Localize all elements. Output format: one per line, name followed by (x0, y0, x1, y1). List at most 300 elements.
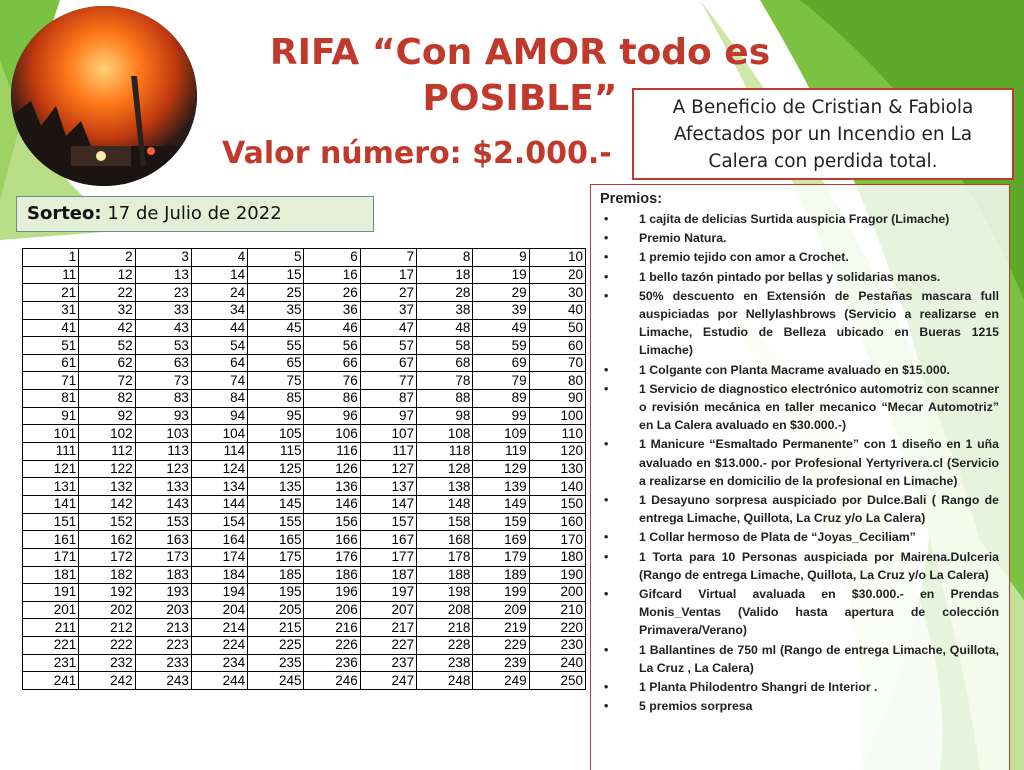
number-cell[interactable]: 127 (360, 460, 416, 478)
number-cell[interactable]: 115 (248, 443, 304, 461)
number-cell[interactable]: 193 (135, 584, 191, 602)
bullet-icon: • (604, 699, 609, 714)
number-cell[interactable]: 155 (248, 513, 304, 531)
number-cell[interactable]: 250 (529, 672, 585, 690)
draw-label: Sorteo: (27, 203, 102, 224)
number-cell[interactable]: 108 (417, 425, 473, 443)
bullet-icon: • (604, 549, 609, 564)
number-cell[interactable]: 114 (191, 443, 247, 461)
number-cell[interactable]: 107 (360, 425, 416, 443)
grid-row (23, 495, 586, 513)
number-cell[interactable]: 230 (529, 637, 585, 655)
prizes-heading: Premios: (600, 191, 663, 207)
number-cell[interactable]: 105 (248, 425, 304, 443)
number-cell[interactable]: 151 (23, 513, 79, 531)
number-cell[interactable]: 36 (304, 301, 360, 319)
number-cell[interactable]: 226 (304, 637, 360, 655)
number-cell[interactable]: 50 (529, 319, 585, 337)
number-cell[interactable]: 95 (248, 407, 304, 425)
number-cell[interactable]: 93 (135, 407, 191, 425)
prize-text: 1 bello tazón pintado por bellas y solidarias manos. (639, 269, 941, 284)
bullet-icon: • (604, 231, 609, 246)
number-cell[interactable]: 166 (304, 531, 360, 549)
number-cell[interactable]: 182 (79, 566, 135, 584)
number-cell[interactable]: 77 (360, 372, 416, 390)
number-cell[interactable]: 142 (79, 495, 135, 513)
number-cell[interactable]: 143 (135, 495, 191, 513)
number-cell[interactable]: 38 (417, 301, 473, 319)
draw-date: 17 de Julio de 2022 (107, 203, 282, 224)
number-cell[interactable]: 233 (135, 654, 191, 672)
number-cell[interactable]: 25 (248, 284, 304, 302)
bullet-icon: • (604, 680, 609, 695)
number-cell[interactable]: 199 (473, 584, 529, 602)
number-cell[interactable]: 190 (529, 566, 585, 584)
number-cell[interactable]: 90 (529, 390, 585, 408)
number-cell[interactable]: 179 (473, 548, 529, 566)
number-cell[interactable]: 235 (248, 654, 304, 672)
number-cell[interactable]: 164 (191, 531, 247, 549)
number-cell[interactable]: 185 (248, 566, 304, 584)
number-cell[interactable]: 11 (23, 266, 79, 284)
number-cell[interactable]: 141 (23, 495, 79, 513)
number-cell[interactable]: 88 (417, 390, 473, 408)
number-cell[interactable]: 243 (135, 672, 191, 690)
number-cell[interactable]: 122 (79, 460, 135, 478)
number-cell[interactable]: 224 (191, 637, 247, 655)
number-cell[interactable]: 54 (191, 337, 247, 355)
number-cell[interactable]: 188 (417, 566, 473, 584)
number-cell[interactable]: 189 (473, 566, 529, 584)
number-cell[interactable]: 201 (23, 601, 79, 619)
number-cell[interactable]: 161 (23, 531, 79, 549)
number-cell[interactable]: 167 (360, 531, 416, 549)
number-cell[interactable]: 227 (360, 637, 416, 655)
number-cell[interactable]: 220 (529, 619, 585, 637)
number-cell[interactable]: 63 (135, 354, 191, 372)
prize-item (600, 678, 999, 696)
number-cell[interactable]: 133 (135, 478, 191, 496)
number-cell[interactable]: 85 (248, 390, 304, 408)
number-cell[interactable]: 28 (417, 284, 473, 302)
number-cell[interactable]: 223 (135, 637, 191, 655)
number-cell[interactable]: 160 (529, 513, 585, 531)
number-cell[interactable]: 205 (248, 601, 304, 619)
number-cell[interactable]: 100 (529, 407, 585, 425)
number-cell[interactable]: 97 (360, 407, 416, 425)
number-cell[interactable]: 238 (417, 654, 473, 672)
number-cell[interactable]: 165 (248, 531, 304, 549)
number-cell[interactable]: 98 (417, 407, 473, 425)
number-cell[interactable]: 40 (529, 301, 585, 319)
number-cell[interactable]: 195 (248, 584, 304, 602)
number-cell[interactable]: 211 (23, 619, 79, 637)
number-cell[interactable]: 213 (135, 619, 191, 637)
grid-row (23, 566, 586, 584)
number-cell[interactable]: 42 (79, 319, 135, 337)
number-cell[interactable]: 172 (79, 548, 135, 566)
prize-item (600, 210, 999, 228)
number-cell[interactable]: 73 (135, 372, 191, 390)
number-cell[interactable]: 21 (23, 284, 79, 302)
grid-row (23, 443, 586, 461)
number-cell[interactable]: 229 (473, 637, 529, 655)
number-cell[interactable]: 70 (529, 354, 585, 372)
number-cell[interactable]: 132 (79, 478, 135, 496)
number-cell[interactable]: 41 (23, 319, 79, 337)
number-cell[interactable]: 130 (529, 460, 585, 478)
number-cell[interactable]: 84 (191, 390, 247, 408)
beneficiary-line-2: Afectados por un Incendio en La (673, 124, 973, 145)
grid-row (23, 548, 586, 566)
number-cell[interactable]: 120 (529, 443, 585, 461)
number-cell[interactable]: 215 (248, 619, 304, 637)
number-cell[interactable]: 207 (360, 601, 416, 619)
number-cell[interactable]: 214 (191, 619, 247, 637)
number-cell[interactable]: 178 (417, 548, 473, 566)
number-cell[interactable]: 219 (473, 619, 529, 637)
number-cell[interactable]: 8 (417, 249, 473, 267)
number-cell[interactable]: 30 (529, 284, 585, 302)
number-cell[interactable]: 57 (360, 337, 416, 355)
number-cell[interactable]: 99 (473, 407, 529, 425)
number-cell[interactable]: 5 (248, 249, 304, 267)
number-cell[interactable]: 109 (473, 425, 529, 443)
number-cell[interactable]: 79 (473, 372, 529, 390)
grid-row (23, 425, 586, 443)
number-cell[interactable]: 206 (304, 601, 360, 619)
number-cell[interactable]: 186 (304, 566, 360, 584)
prize-text: 1 Torta para 10 Personas auspiciada por Mairena.Dulceria (Rango de entrega Limache, Quillota, La Cruz y/o La Calera) (639, 549, 999, 582)
number-cell[interactable]: 72 (79, 372, 135, 390)
number-cell[interactable]: 22 (79, 284, 135, 302)
number-cell[interactable]: 176 (304, 548, 360, 566)
number-cell[interactable]: 23 (135, 284, 191, 302)
number-cell[interactable]: 135 (248, 478, 304, 496)
number-cell[interactable]: 66 (304, 354, 360, 372)
number-cell[interactable]: 137 (360, 478, 416, 496)
number-cell[interactable]: 234 (191, 654, 247, 672)
number-cell[interactable]: 118 (417, 443, 473, 461)
grid-row (23, 460, 586, 478)
number-grid (22, 248, 586, 690)
number-cell[interactable]: 240 (529, 654, 585, 672)
number-cell[interactable]: 153 (135, 513, 191, 531)
number-cell[interactable]: 162 (79, 531, 135, 549)
number-cell[interactable]: 4 (191, 249, 247, 267)
prize-text: 1 Planta Philodentro Shangri de Interior . (639, 680, 878, 695)
number-cell[interactable]: 56 (304, 337, 360, 355)
number-cell[interactable]: 194 (191, 584, 247, 602)
number-cell[interactable]: 134 (191, 478, 247, 496)
number-cell[interactable]: 152 (79, 513, 135, 531)
prize-text: 5 premios sorpresa (639, 699, 753, 714)
number-cell[interactable]: 241 (23, 672, 79, 690)
number-cell[interactable]: 69 (473, 354, 529, 372)
number-cell[interactable]: 52 (79, 337, 135, 355)
number-cell[interactable]: 12 (79, 266, 135, 284)
number-cell[interactable]: 217 (360, 619, 416, 637)
number-cell[interactable]: 246 (304, 672, 360, 690)
bullet-icon: • (604, 381, 609, 396)
number-cell[interactable]: 245 (248, 672, 304, 690)
bullet-icon: • (604, 642, 609, 657)
number-cell[interactable]: 44 (191, 319, 247, 337)
number-cell[interactable]: 157 (360, 513, 416, 531)
number-cell[interactable]: 209 (473, 601, 529, 619)
number-cell[interactable]: 212 (79, 619, 135, 637)
grid-row (23, 601, 586, 619)
number-cell[interactable]: 145 (248, 495, 304, 513)
number-cell[interactable]: 47 (360, 319, 416, 337)
prize-item (600, 528, 999, 546)
grid-row (23, 319, 586, 337)
number-cell[interactable]: 168 (417, 531, 473, 549)
number-cell[interactable]: 6 (304, 249, 360, 267)
number-cell[interactable]: 37 (360, 301, 416, 319)
number-cell[interactable]: 171 (23, 548, 79, 566)
number-cell[interactable]: 248 (417, 672, 473, 690)
grid-row (23, 513, 586, 531)
number-cell[interactable]: 123 (135, 460, 191, 478)
number-cell[interactable]: 136 (304, 478, 360, 496)
number-cell[interactable]: 181 (23, 566, 79, 584)
number-cell[interactable]: 48 (417, 319, 473, 337)
number-cell[interactable]: 111 (23, 443, 79, 461)
number-cell[interactable]: 64 (191, 354, 247, 372)
number-cell[interactable]: 19 (473, 266, 529, 284)
number-cell[interactable]: 76 (304, 372, 360, 390)
number-cell[interactable]: 247 (360, 672, 416, 690)
number-cell[interactable]: 2 (79, 249, 135, 267)
number-cell[interactable]: 203 (135, 601, 191, 619)
number-cell[interactable]: 59 (473, 337, 529, 355)
number-cell[interactable]: 218 (417, 619, 473, 637)
number-cell[interactable]: 231 (23, 654, 79, 672)
grid-row (23, 337, 586, 355)
number-cell[interactable]: 156 (304, 513, 360, 531)
number-cell[interactable]: 60 (529, 337, 585, 355)
number-cell[interactable]: 1 (23, 249, 79, 267)
number-cell[interactable]: 67 (360, 354, 416, 372)
number-cell[interactable]: 198 (417, 584, 473, 602)
number-cell[interactable]: 68 (417, 354, 473, 372)
grid-row (23, 637, 586, 655)
number-cell[interactable]: 129 (473, 460, 529, 478)
prize-text: Gifcard Virtual avaluada en $30.000.- en Prendas Monis_Ventas (Valido hasta apertura de colección Primavera/Verano) (639, 587, 999, 638)
beneficiary-line-3: Calera con perdida total. (708, 151, 938, 172)
number-cell[interactable]: 204 (191, 601, 247, 619)
number-cell[interactable]: 35 (248, 301, 304, 319)
number-cell[interactable]: 32 (79, 301, 135, 319)
prizes-list (600, 210, 999, 715)
number-cell[interactable]: 126 (304, 460, 360, 478)
bullet-icon: • (604, 288, 609, 303)
number-cell[interactable]: 83 (135, 390, 191, 408)
number-cell[interactable]: 175 (248, 548, 304, 566)
number-cell[interactable]: 96 (304, 407, 360, 425)
number-cell[interactable]: 78 (417, 372, 473, 390)
number-cell[interactable]: 3 (135, 249, 191, 267)
number-cell[interactable]: 94 (191, 407, 247, 425)
number-cell[interactable]: 242 (79, 672, 135, 690)
number-cell[interactable]: 177 (360, 548, 416, 566)
number-cell[interactable]: 116 (304, 443, 360, 461)
number-cell[interactable]: 87 (360, 390, 416, 408)
number-cell[interactable]: 140 (529, 478, 585, 496)
number-cell[interactable]: 125 (248, 460, 304, 478)
number-cell[interactable]: 65 (248, 354, 304, 372)
number-cell[interactable]: 196 (304, 584, 360, 602)
number-cell[interactable]: 89 (473, 390, 529, 408)
number-cell[interactable]: 31 (23, 301, 79, 319)
number-cell[interactable]: 119 (473, 443, 529, 461)
number-cell[interactable]: 192 (79, 584, 135, 602)
number-cell[interactable]: 197 (360, 584, 416, 602)
number-cell[interactable]: 61 (23, 354, 79, 372)
number-cell[interactable]: 104 (191, 425, 247, 443)
number-cell[interactable]: 45 (248, 319, 304, 337)
grid-row (23, 407, 586, 425)
number-cell[interactable]: 46 (304, 319, 360, 337)
number-cell[interactable]: 117 (360, 443, 416, 461)
number-cell[interactable]: 184 (191, 566, 247, 584)
bullet-icon: • (604, 493, 609, 508)
number-cell[interactable]: 20 (529, 266, 585, 284)
number-cell[interactable]: 49 (473, 319, 529, 337)
number-cell[interactable]: 18 (417, 266, 473, 284)
number-cell[interactable]: 187 (360, 566, 416, 584)
number-cell[interactable]: 106 (304, 425, 360, 443)
number-cell[interactable]: 237 (360, 654, 416, 672)
number-cell[interactable]: 222 (79, 637, 135, 655)
number-cell[interactable]: 158 (417, 513, 473, 531)
number-cell[interactable]: 147 (360, 495, 416, 513)
prize-item (600, 287, 999, 360)
number-cell[interactable]: 208 (417, 601, 473, 619)
beneficiary-line-1: A Beneficio de Cristian & Fabiola (672, 97, 974, 118)
number-cell[interactable]: 150 (529, 495, 585, 513)
number-cell[interactable]: 75 (248, 372, 304, 390)
number-cell[interactable]: 131 (23, 478, 79, 496)
number-cell[interactable]: 74 (191, 372, 247, 390)
number-cell[interactable]: 62 (79, 354, 135, 372)
number-cell[interactable]: 14 (191, 266, 247, 284)
number-cell[interactable]: 26 (304, 284, 360, 302)
number-cell[interactable]: 191 (23, 584, 79, 602)
number-cell[interactable]: 173 (135, 548, 191, 566)
prize-text: 1 Desayuno sorpresa auspiciado por Dulce.Bali ( Rango de entrega Limache, Quillota, La Cruz y/o La Calera) (639, 493, 999, 526)
prize-text: 1 Ballantines de 750 ml (Rango de entrega Limache, Quillota, La Cruz , La Calera) (639, 642, 999, 675)
number-cell[interactable]: 7 (360, 249, 416, 267)
number-cell[interactable]: 15 (248, 266, 304, 284)
number-cell[interactable]: 149 (473, 495, 529, 513)
number-cell[interactable]: 236 (304, 654, 360, 672)
number-cell[interactable]: 103 (135, 425, 191, 443)
number-cell[interactable]: 92 (79, 407, 135, 425)
number-cell[interactable]: 139 (473, 478, 529, 496)
number-cell[interactable]: 148 (417, 495, 473, 513)
number-cell[interactable]: 228 (417, 637, 473, 655)
number-cell[interactable]: 80 (529, 372, 585, 390)
number-cell[interactable]: 170 (529, 531, 585, 549)
bullet-icon: • (604, 587, 609, 602)
number-cell[interactable]: 29 (473, 284, 529, 302)
number-cell[interactable]: 221 (23, 637, 79, 655)
number-cell[interactable]: 210 (529, 601, 585, 619)
number-cell[interactable]: 180 (529, 548, 585, 566)
number-cell[interactable]: 51 (23, 337, 79, 355)
number-cell[interactable]: 82 (79, 390, 135, 408)
title-line-2: POSIBLE” (422, 78, 618, 119)
grid-row (23, 301, 586, 319)
number-cell[interactable]: 202 (79, 601, 135, 619)
number-cell[interactable]: 138 (417, 478, 473, 496)
number-cell[interactable]: 17 (360, 266, 416, 284)
number-cell[interactable]: 53 (135, 337, 191, 355)
draw-date-box (16, 196, 374, 232)
number-cell[interactable]: 232 (79, 654, 135, 672)
number-cell[interactable]: 174 (191, 548, 247, 566)
number-cell[interactable]: 159 (473, 513, 529, 531)
number-cell[interactable]: 39 (473, 301, 529, 319)
number-cell[interactable]: 86 (304, 390, 360, 408)
number-cell[interactable]: 13 (135, 266, 191, 284)
number-cell[interactable]: 169 (473, 531, 529, 549)
bullet-icon: • (604, 362, 609, 377)
number-cell[interactable]: 239 (473, 654, 529, 672)
number-cell[interactable]: 144 (191, 495, 247, 513)
number-cell[interactable]: 124 (191, 460, 247, 478)
prize-item (600, 248, 999, 266)
number-cell[interactable]: 121 (23, 460, 79, 478)
number-cell[interactable]: 33 (135, 301, 191, 319)
number-cell[interactable]: 154 (191, 513, 247, 531)
number-cell[interactable]: 146 (304, 495, 360, 513)
number-cell[interactable]: 10 (529, 249, 585, 267)
number-cell[interactable]: 27 (360, 284, 416, 302)
prize-text: 1 Collar hermoso de Plata de “Joyas_Ceciliam” (639, 530, 916, 545)
number-cell[interactable]: 55 (248, 337, 304, 355)
number-cell[interactable]: 163 (135, 531, 191, 549)
number-cell[interactable]: 81 (23, 390, 79, 408)
number-cell[interactable]: 216 (304, 619, 360, 637)
number-cell[interactable]: 225 (248, 637, 304, 655)
number-cell[interactable]: 102 (79, 425, 135, 443)
number-cell[interactable]: 110 (529, 425, 585, 443)
number-cell[interactable]: 58 (417, 337, 473, 355)
bullet-icon: • (604, 530, 609, 545)
number-cell[interactable]: 34 (191, 301, 247, 319)
prize-text: 1 cajita de delicias Surtida auspicia Fragor (Limache) (639, 212, 950, 226)
fire-photo (11, 6, 197, 186)
number-cell[interactable]: 244 (191, 672, 247, 690)
number-cell[interactable]: 24 (191, 284, 247, 302)
number-cell[interactable]: 113 (135, 443, 191, 461)
number-cell[interactable]: 43 (135, 319, 191, 337)
number-cell[interactable]: 249 (473, 672, 529, 690)
number-cell[interactable]: 128 (417, 460, 473, 478)
number-cell[interactable]: 91 (23, 407, 79, 425)
number-cell[interactable]: 183 (135, 566, 191, 584)
bullet-icon: • (604, 250, 609, 265)
number-cell[interactable]: 16 (304, 266, 360, 284)
number-cell[interactable]: 101 (23, 425, 79, 443)
number-cell[interactable]: 200 (529, 584, 585, 602)
number-cell[interactable]: 112 (79, 443, 135, 461)
number-cell[interactable]: 71 (23, 372, 79, 390)
number-cell[interactable]: 9 (473, 249, 529, 267)
